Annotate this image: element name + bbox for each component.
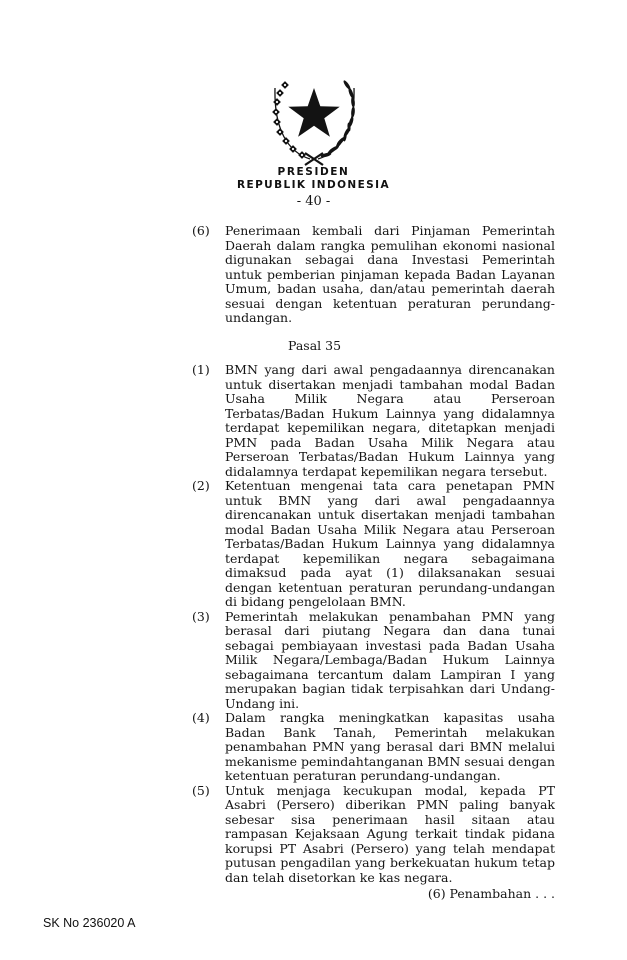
item-text: Dalam rangka meningkatkan kapasitas usaha Badan Bank Tanah, Pemerintah melakukan penambahan PMN yang berasal dari BMN melalui mekanisme pemindahtanganan BMN sesuai dengan ketentuan peraturan perundang-undangan. [225, 710, 555, 783]
item-text: BMN yang dari awal pengadaannya direncanakan untuk disertakan menjadi tambahan modal Badan Usaha Milik Negara atau Perseroan Terbatas/Badan Hukum Lainnya yang didalamnya terdapat kepemilikan negara, ditetapkan menjadi PMN pada Badan Usaha Milik Negara atau Perseroan Terbatas/Badan Hukum Lainnya yang didalamnya terdapat kepemilikan negara tersebut. [225, 362, 555, 479]
document-code: SK No 236020 A [43, 916, 136, 930]
pasal-heading: Pasal 35 [288, 337, 342, 353]
item-number: (1) [192, 362, 210, 377]
item-number: (2) [192, 478, 210, 493]
clause-item-6-prev [192, 224, 555, 326]
clause-item-1 [192, 363, 555, 479]
item-number: (6) [192, 223, 210, 238]
clause-item-4 [192, 711, 555, 784]
item-text: Penerimaan kembali dari Pinjaman Pemerintah Daerah dalam rangka pemulihan ekonomi nasional digunakan sebagai dana Investasi Pemerintah untuk pemberian pinjaman kepada Badan Layanan Umum, badan usaha, dan/atau pemerintah daerah sesuai dengan ketentuan peraturan perundang-undangan. [225, 223, 555, 325]
clause-item-3 [192, 610, 555, 712]
document-body [192, 224, 555, 902]
item-text: Untuk menjaga kecukupan modal, kepada PT Asabri (Persero) diberikan PMN paling banyak sebesar sisa penerimaan hasil sitaan atau rampasan Kejaksaan Agung terkait tindak pidana korupsi PT Asabri (Persero) yang telah mendapat putusan pengadilan yang berkekuatan hukum tetap dan telah disetorkan ke kas negara. [225, 782, 555, 885]
item-number: (5) [192, 782, 210, 798]
clause-item-2 [192, 479, 555, 610]
item-number: (4) [192, 710, 210, 725]
item-text: Ketentuan mengenai tata cara penetapan PMN untuk BMN yang dari awal pengadaannya direncanakan untuk disertakan menjadi tambahan modal Badan Usaha Milik Negara atau Perseroan Terbatas/Badan Hukum Lainnya yang didalamnya terdapat kepemilikan negara sebagaimana dimaksud pada ayat (1) dilaksanakan sesuai dengan ketentuan peraturan perundang-undangan di bidang pengelolaan BMN. [225, 478, 555, 609]
clause-item-5 [192, 784, 555, 886]
item-text: Pemerintah melakukan penambahan PMN yang berasal dari piutang Negara dan dana tunai sebagai pembiayaan investasi pada Badan Usaha Milik Negara/Lembaga/Badan Hukum Lainnya sebagaimana tercantum dalam Lampiran I yang merupakan bagian tidak terpisahkan dari Undang-Undang ini. [225, 608, 555, 711]
page-number: - 40 - [296, 194, 331, 209]
catchword: (6) Penambahan . . . [427, 886, 555, 901]
masthead-subtitle: REPUBLIK INDONESIA [237, 179, 390, 191]
item-number: (3) [192, 608, 210, 624]
masthead-title: PRESIDEN [277, 166, 350, 178]
presidential-star-wreath-emblem-icon [258, 68, 370, 168]
